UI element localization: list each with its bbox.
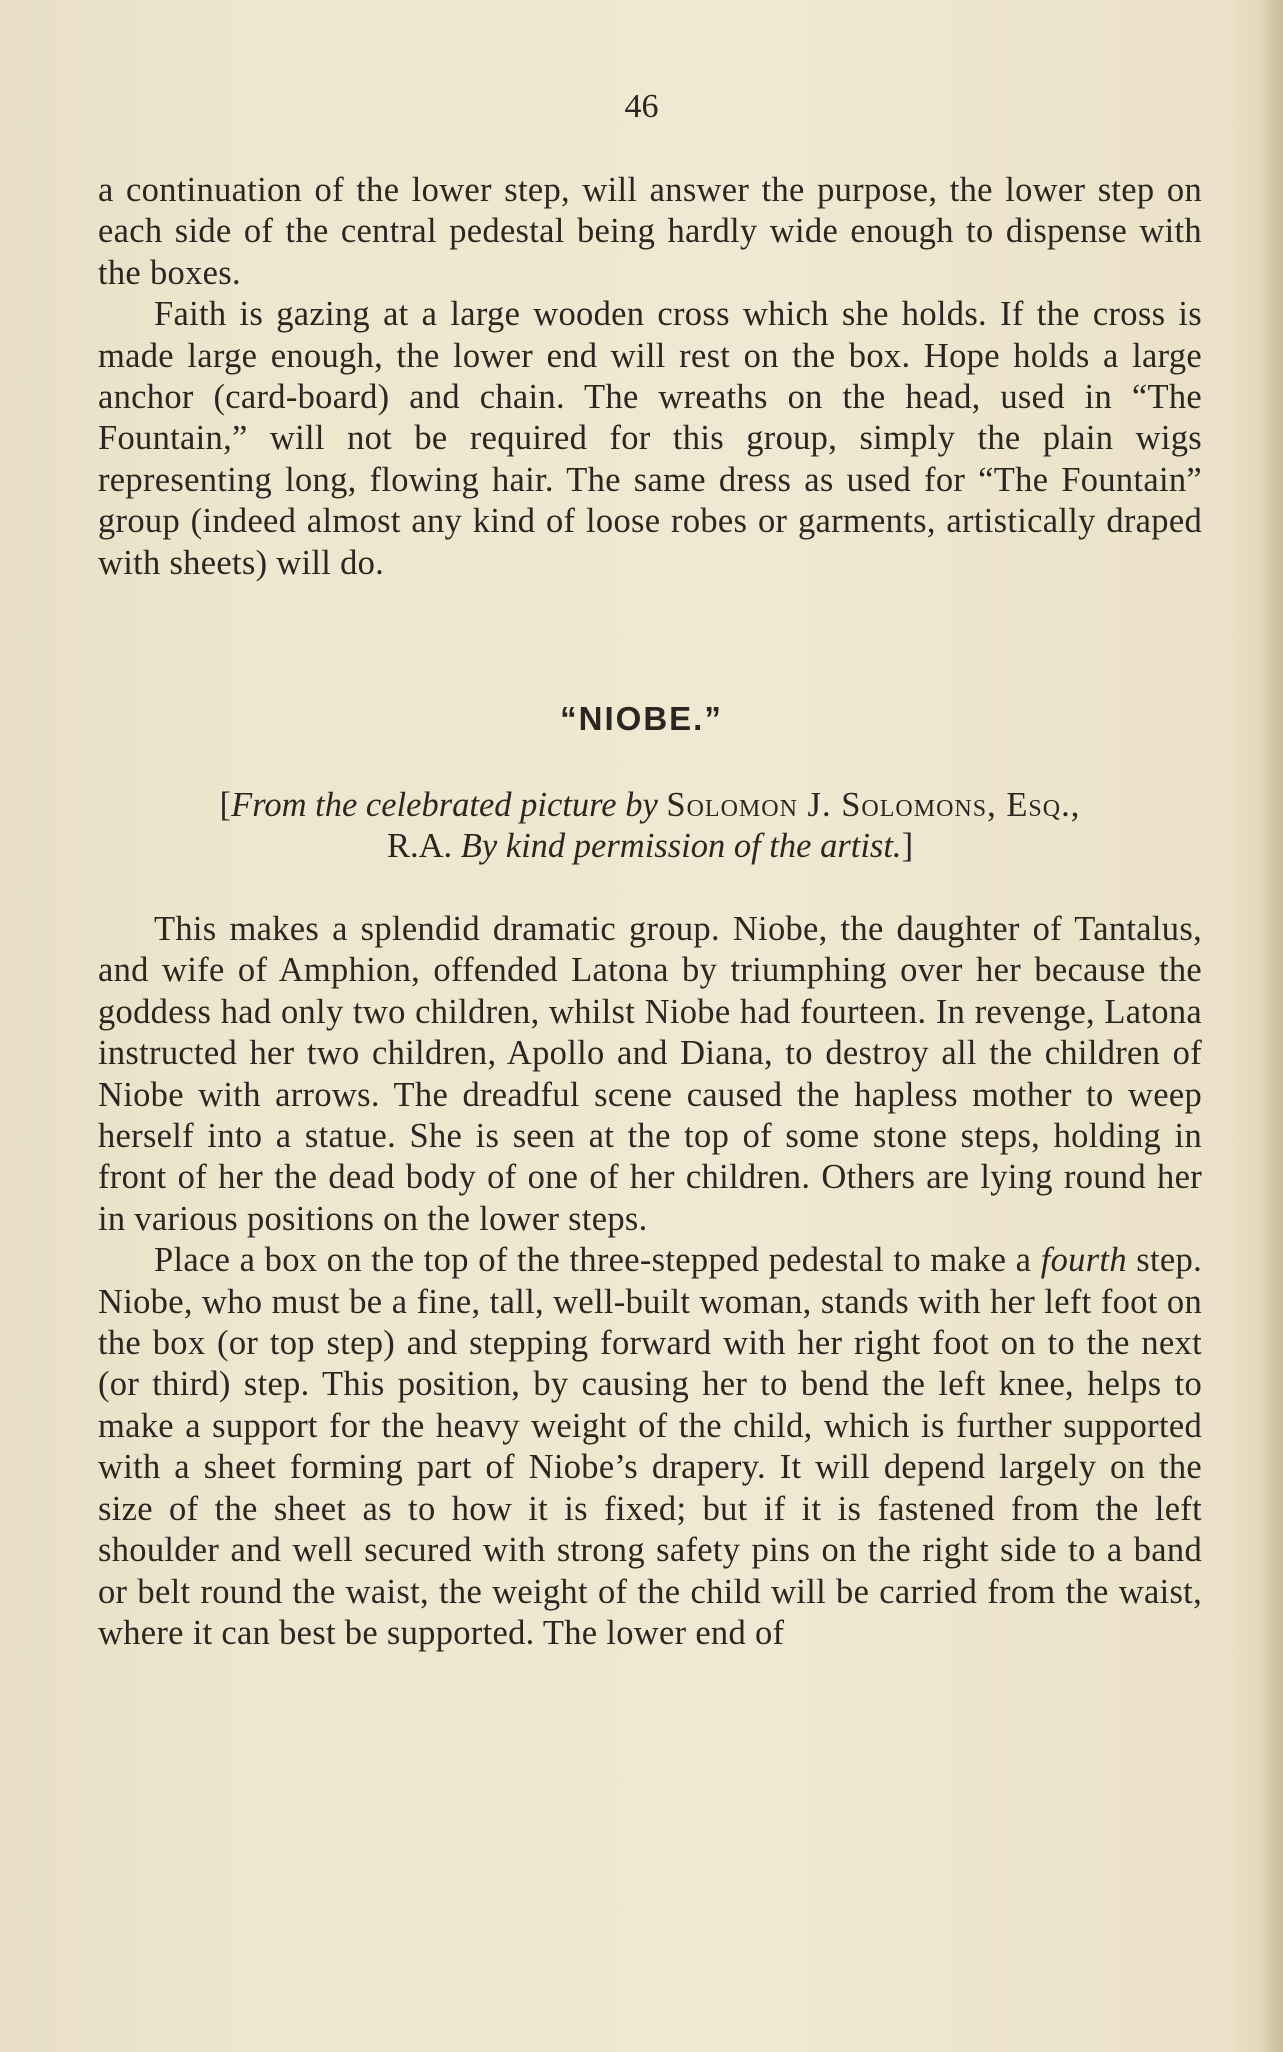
staging-text-start: Place a box on the top of the three-stepped pedestal to make a (154, 1241, 1041, 1280)
paragraph-niobe-story: This makes a splendid dramatic group. Niobe, the daughter of Tantalus, and wife of Amphion, offended Latona by triumphing over her because the goddess had only two children, whilst Niobe had fourteen. In revenge, Latona instructed her two children, Apollo and Diana, to destroy all the children of Niobe with arrows. The dreadful scene caused the hapless mother to weep herself into a statue. She is seen at the top of some stone steps, holding in front of her the dead body of one of her children. Others are lying round her in various positions on the lower steps. (98, 910, 1202, 1238)
staging-text-end: step. Niobe, who must be a fine, tall, well-built woman, stands with her left foot on the box (or top step) and stepping forward with her right foot on to the next (or third) step. This position, by causing her to bend the left knee, helps to make a support for the heavy weight of the child, which is further supported with a sheet forming part of Niobe’s drapery. It will depend largely on the size of the sheet as to how it is fixed; but if it is fastened from the left shoulder and well secured with strong safety pins on the right side to a band or belt round the waist, the weight of the child will be carried from the waist, where it can best be supported. The lower end of (98, 1241, 1203, 1652)
paragraph-continuation: a continuation of the lower step, will answer the purpose, the lower step on each side of the central pedestal being hardly wide enough to dispense with the boxes. (98, 171, 1202, 292)
credit-close-bracket: ] (901, 827, 914, 865)
credit-open-bracket: [ (219, 786, 232, 824)
main-text-block (98, 909, 1202, 1654)
page-edge-shadow (1261, 0, 1283, 2052)
credit-permission-text: By kind permission of the artist. (460, 827, 902, 865)
top-text-block (98, 170, 1202, 584)
credit-artist-name: Solomon J. Solomons, Esq., (666, 786, 1081, 824)
staging-italic-word: fourth (1040, 1241, 1127, 1280)
credit-source-text: From the celebrated picture by (231, 786, 658, 824)
credit-artist-title: R.A. (386, 827, 453, 865)
section-heading: “NIOBE.” (560, 700, 723, 737)
paragraph-faith-hope: Faith is gazing at a large wooden cross which she holds. If the cross is made large enough, the lower end will rest on the box. Hope holds a large anchor (card-board) and chain. The wreaths on the head, used in “The Fountain,” will not be required for this group, simply the plain wigs representing long, flowing hair. The same dress as used for “The Fountain” group (indeed almost any kind of loose robes or garments, artistically draped with sheets) will do. (98, 295, 1202, 582)
paragraph-staging-instructions (98, 1240, 1202, 1654)
page-number: 46 (624, 88, 659, 125)
picture-credit (98, 785, 1202, 867)
